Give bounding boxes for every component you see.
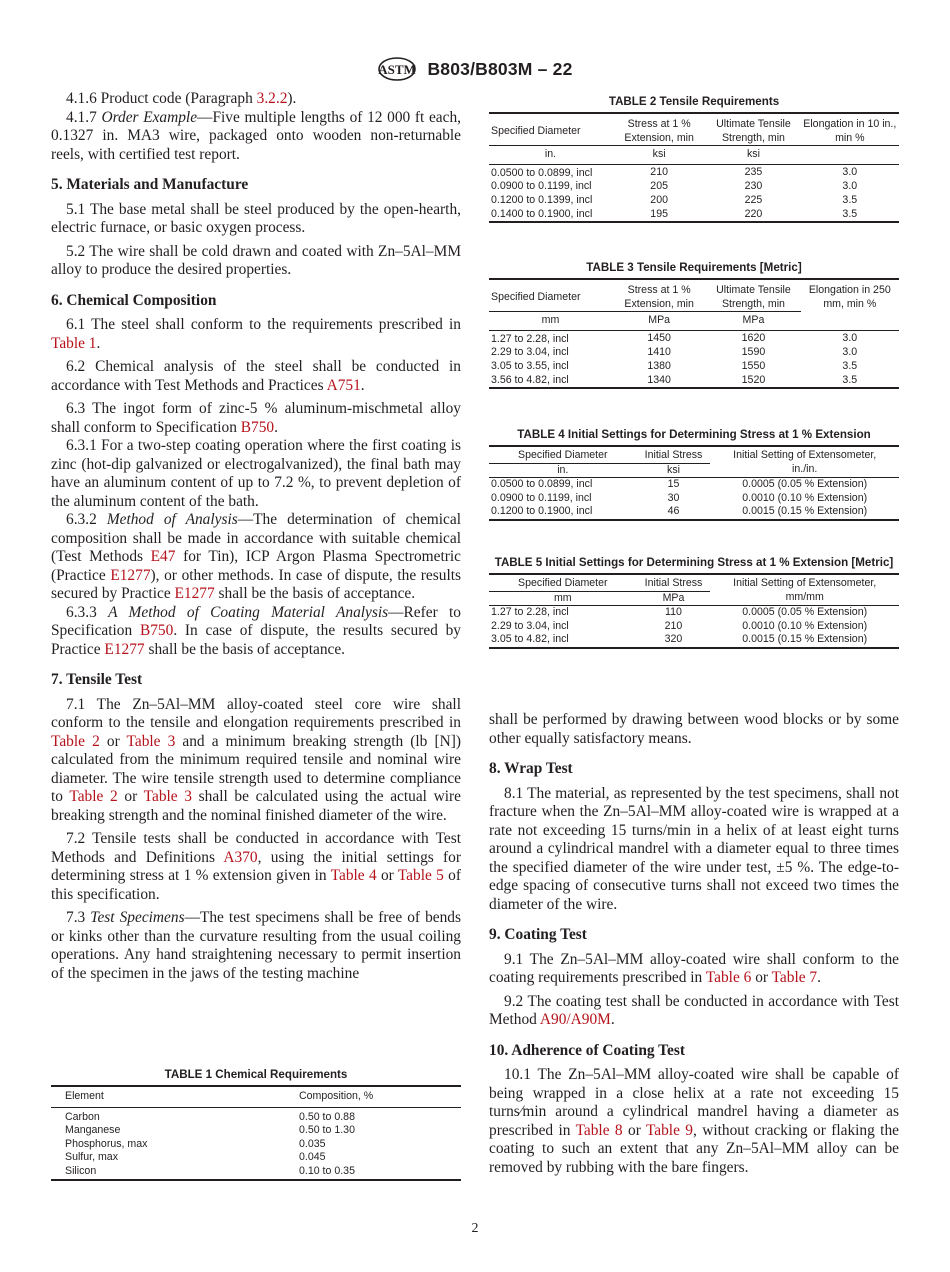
table-row: 0.1200 to 0.1900, incl 46 0.0015 (0.15 % Extension) [489,505,899,520]
link-table-7[interactable]: Table 7 [771,969,818,986]
right-column-text [489,711,899,1177]
table-2: TABLE 2 Tensile Requirements Specified Diameter Stress at 1 % Extension, min Ultimate Tensile Strength, min Elongation in 10 in., min % in. ksi ksi 0.0500 to 0.0899, incl 210 235 3.0 0.0900 to 0.1199, incl 205 230 3.0 0.1200 to 0.1399, incl 200 225 3.5 0.1400 to 0.1900, incl 195 220 3.5 [489,94,899,223]
table-row: 3.05 to 4.82, incl 320 0.0015 (0.15 % Extension) [489,633,899,648]
paragraph-5-2: 5.2 The wire shall be cold drawn and coated with Zn–5Al–MM alloy to produce the desired properties. [51,242,461,278]
table-5-header-stress: Initial Stress [637,574,711,591]
paragraph-4-1-7: 4.1.7 Order Example—Five multiple lengths of 12 000 ft each, 0.1327 in. MA3 wire, packaged onto wooden non-returnable reels, with certified test report. [51,108,461,163]
table-row: 0.0500 to 0.0899, incl 210 235 3.0 [491,165,858,179]
section-5-heading: 5. Materials and Manufacture [51,176,249,193]
table-row: Manganese 0.50 to 1.30 [65,1124,355,1137]
table-2-caption: TABLE 2 Tensile Requirements [608,95,780,108]
link-a370[interactable]: A370 [223,848,258,866]
paragraph-9-1: 9.1 The Zn–5Al–MM alloy-coated wire shall conform to the coating requirements prescribed in Table 6 or Table 7. [489,950,899,986]
link-table-5[interactable]: Table 5 [397,867,444,884]
paragraph-6-3-2: 6.3.2 Method of Analysis—The determination of chemical composition shall be made in accordance with suitable chemical (Test Methods E47 for Tin), ICP Argon Plasma Spectrometric (Practice E1277), or other methods. In case of dispute, the results secured by Practice E1277 shall be the basis of acceptance. [51,511,461,602]
astm-logo-icon [377,56,417,82]
table-1-header-element: Element [51,1086,297,1107]
paragraph-7-3-continued: shall be performed by drawing between wood blocks or by some other equally satisfactory means. [489,711,899,747]
paragraph-6-1: 6.1 The steel shall conform to the requirements prescribed in Table 1. [51,316,461,352]
link-e1277[interactable]: E1277 [104,640,145,658]
page-number: 2 [471,1221,479,1236]
link-paragraph-3-2-2[interactable]: 3.2.2 [256,90,288,107]
paragraph-6-3-3: 6.3.3 A Method of Coating Material Analysis—Refer to Specification B750. In case of dispute, the results secured by Practice E1277 shall be the basis of acceptance. [51,603,461,658]
link-table-8[interactable]: Table 8 [575,1121,623,1139]
table-row: Phosphorus, max 0.035 [65,1137,326,1150]
page-header [0,56,950,82]
link-a90[interactable]: A90/A90M [539,1011,611,1028]
table-row: 0.1400 to 0.1900, incl 195 220 3.5 [489,208,899,223]
link-e47[interactable]: E47 [150,548,176,565]
table-2-header-diameter: Specified Diameter [489,113,612,145]
paragraph-5-1: 5.1 The base metal shall be steel produced by the open-hearth, electric furnace, or basic oxygen process. [51,200,461,236]
table-row: 0.0900 to 0.1199, incl 30 0.0010 (0.10 % Extension) [491,491,868,504]
link-table-2[interactable]: Table 2 [69,788,118,805]
paragraph-7-2: 7.2 Tensile tests shall be conducted in accordance with Test Methods and Definitions A370, using the initial settings for determining stress at 1 % extension given in Table 4 or Table 5 of this specification. [51,830,461,903]
paragraph-4-1-6: 4.1.6 Product code (Paragraph 3.2.2). [66,90,297,107]
table-4-caption: TABLE 4 Initial Settings for Determining Stress at 1 % Extension [517,428,871,441]
table-3-header-uts: Ultimate Tensile Strength, min [706,279,800,311]
table-3-header-diameter: Specified Diameter [489,279,612,311]
table-row: 3.56 to 4.82, incl 1340 1520 3.5 [489,374,899,389]
left-column [51,90,461,983]
table-5-header-extensometer: Initial Setting of Extensometer, [710,574,899,591]
table-3: TABLE 3 Tensile Requirements [Metric] Specified Diameter Stress at 1 % Extension, min Ultimate Tensile Strength, min Elongation in 250 mm, min % mm MPa MPa 1.27 to 2.28, incl 1450 1620 3.0 2.29 to 3.04, incl 1410 1590 3.0 3.05 to 3.55, incl 1380 1550 3.5 3.56 to 4.82, incl 1340 1520 3.5 [489,260,899,389]
paragraph-9-2: 9.2 The coating test shall be conducted in accordance with Test Method A90/A90M. [489,992,899,1028]
svg-text:ASTM: ASTM [378,62,417,77]
table-4-header-diameter: Specified Diameter [489,446,637,463]
table-row: 2.29 to 3.04, incl 210 0.0010 (0.10 % Extension) [491,619,868,632]
table-5-caption: TABLE 5 Initial Settings for Determining Stress at 1 % Extension [Metric] [494,556,894,569]
table-3-header-elongation: Elongation in 250 mm, min % [801,279,899,312]
table-4-header-extensometer: Initial Setting of Extensometer, [710,446,899,463]
link-table-3[interactable]: Table 3 [143,788,192,805]
table-row: Silicon 0.10 to 0.35 [51,1165,461,1180]
link-table-9[interactable]: Table 9 [645,1121,693,1139]
table-row: 0.0900 to 0.1199, incl 205 230 3.0 [491,180,858,193]
table-row: Carbon 0.50 to 0.88 [65,1110,355,1123]
link-e1277[interactable]: E1277 [174,585,215,602]
paragraph-6-2: 6.2 Chemical analysis of the steel shall be conducted in accordance with Test Methods and Practices A751. [51,358,461,394]
paragraph-6-3-1: 6.3.1 For a two-step coating operation where the first coating is zinc (hot-dip galvanized or electrogalvanized), the final bath may have an aluminum content of up to 7.2 %, to prevent depletion of the aluminum content of the bath. [51,437,461,510]
link-e1277[interactable]: E1277 [110,566,151,584]
table-5-header-diameter: Specified Diameter [489,574,637,591]
table-row: 1.27 to 2.28, incl 1450 1620 3.0 [491,331,858,345]
table-2-header-elongation: Elongation in 10 in., min % [801,113,899,146]
section-10-heading: 10. Adherence of Coating Test [489,1041,685,1059]
link-table-2[interactable]: Table 2 [51,732,100,750]
table-row: 2.29 to 3.04, incl 1410 1590 3.0 [491,346,858,359]
link-b750[interactable]: B750 [240,418,275,436]
table-row: 0.1200 to 0.1399, incl 200 225 3.5 [491,193,858,206]
section-9-heading: 9. Coating Test [489,926,587,943]
table-3-header-stress: Stress at 1 % Extension, min [612,279,706,311]
table-4: TABLE 4 Initial Settings for Determining Stress at 1 % Extension Specified Diameter Initial Stress Initial Setting of Extensometer, in. ksi in./in. 0.0500 to 0.0899, incl 15 0.0005 (0.05 % Extension) 0.0900 to 0.1199, incl 30 0.0010 (0.10 % Extension) 0.1200 to 0.1900, incl 46 0.0015 (0.15 % Extension) [489,427,899,521]
paragraph-7-1: 7.1 The Zn–5Al–MM alloy-coated steel core wire shall conform to the tensile and elongation requirements prescribed in Table 2 or Table 3 and a minimum breaking strength (lb [N]) calculated from the minimum required tensile and nominal wire diameter. The wire tensile strength used to determine compliance to Table 2 or Table 3 shall be calculated using the actual wire breaking strength and the nominal finished diameter of the wire. [51,695,461,824]
table-5: TABLE 5 Initial Settings for Determining Stress at 1 % Extension [Metric] Specified Diameter Initial Stress Initial Setting of Extensometer, mm MPa mm/mm 1.27 to 2.28, incl 110 0.0005 (0.05 % Extension) 2.29 to 3.04, incl 210 0.0010 (0.10 % Extension) 3.05 to 4.82, incl 320 0.0015 (0.15 % Extension) [489,555,899,649]
link-table-6[interactable]: Table 6 [705,969,752,986]
link-table-1[interactable]: Table 1 [51,334,97,352]
table-row: Sulfur, max 0.045 [65,1151,326,1164]
paragraph-10-1: 10.1 The Zn–5Al–MM alloy-coated wire shall be capable of being wrapped in a close helix at a rate not exceeding 15 turns⁄min around a cylindrical mandrel having a diameter as prescribed in Table 8 or Table 9, without cracking or flaking the coating to such an extent that any Zn–5Al–MM alloy can be removed by rubbing with the bare fingers. [489,1066,899,1176]
paragraph-8-1: 8.1 The material, as represented by the test specimens, shall not fracture when the Zn–5Al–MM alloy-coated wire is wrapped at a rate not exceeding 15 turns/min in a helix of at least eight turns around a cylindrical mandrel with a diameter equal to three times the specified diameter of the wire under test, ±5 %. The edge-to-edge spacing of consecutive turns shall not exceed two times the diameter of the wire. [489,784,899,913]
paragraph-7-3: 7.3 Test Specimens—The test specimens shall be free of bends or kinks other than the curvature resulting from the usual coiling operations. Any hand straightening necessary to permit insertion of the specimen in the jaws of the testing machine [51,909,461,982]
table-1-header-composition: Composition, % [297,1086,461,1107]
table-row: 1.27 to 2.28, incl 110 0.0005 (0.05 % Extension) [491,606,868,619]
table-1-caption: TABLE 1 Chemical Requirements [164,1068,348,1081]
table-row: 0.0500 to 0.0899, incl 15 0.0005 (0.05 % Extension) [491,478,868,491]
table-row: 3.05 to 3.55, incl 1380 1550 3.5 [491,359,858,372]
document-designation: B803/B803M – 22 [427,58,573,79]
link-table-4[interactable]: Table 4 [330,867,377,884]
section-6-heading: 6. Chemical Composition [51,291,217,309]
link-b750[interactable]: B750 [139,622,174,639]
paragraph-6-3: 6.3 The ingot form of zinc-5 % aluminum-mischmetal alloy shall conform to Specification B750. [51,400,461,436]
table-2-header-uts: Ultimate Tensile Strength, min [706,113,800,145]
table-4-header-stress: Initial Stress [637,446,711,463]
section-8-heading: 8. Wrap Test [489,760,573,777]
table-1 [51,1067,461,1181]
link-table-3[interactable]: Table 3 [126,732,176,750]
table-3-caption: TABLE 3 Tensile Requirements [Metric] [586,261,802,274]
link-a751[interactable]: A751 [326,376,361,394]
table-2-header-stress: Stress at 1 % Extension, min [612,113,706,145]
section-7-heading: 7. Tensile Test [51,671,143,688]
